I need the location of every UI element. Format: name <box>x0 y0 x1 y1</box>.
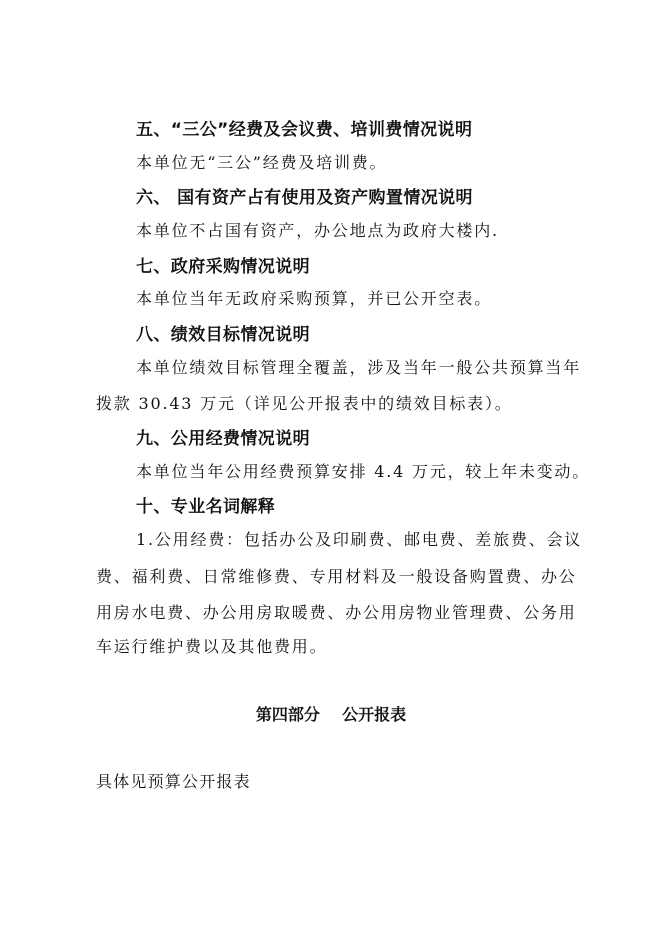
section-5-heading: 五、“三公”经费及会议费、培训费情况说明 <box>136 120 473 140</box>
section-8-body-line-1: 本单位绩效目标管理全覆盖，涉及当年一般公共预算当年 <box>136 358 582 377</box>
section-5-body: 本单位无“三公”经费及培训费。 <box>136 153 388 172</box>
section-9-body: 本单位当年公用经费预算安排 4.4 万元，较上年未变动。 <box>136 462 591 481</box>
section-6-heading: 六、 国有资产占有使用及资产购置情况说明 <box>136 188 473 208</box>
section-9-heading: 九、公用经费情况说明 <box>136 429 310 449</box>
part-4-title: 第四部分 公开报表 <box>255 705 407 724</box>
section-10-heading: 十、专业名词解释 <box>136 497 276 517</box>
section-10-body-line-1: 1.公用经费：包括办公及印刷费、邮电费、差旅费、会议 <box>136 530 583 549</box>
section-10-body-line-2: 费、福利费、日常维修费、专用材料及一般设备购置费、办公 <box>96 567 577 586</box>
section-10-body-line-3: 用房水电费、办公用房取暖费、办公用房物业管理费、公务用 <box>96 603 577 622</box>
part-4-body: 具体见预算公开报表 <box>96 772 251 791</box>
section-6-body: 本单位不占国有资产，办公地点为政府大楼内. <box>136 221 499 240</box>
section-8-body-line-2: 拨款 30.43 万元（详见公开报表中的绩效目标表）。 <box>96 394 513 413</box>
section-10-body-line-4: 车运行维护费以及其他费用。 <box>96 637 328 656</box>
section-7-heading: 七、政府采购情况说明 <box>136 257 310 277</box>
section-8-heading: 八、绩效目标情况说明 <box>136 325 310 345</box>
section-7-body: 本单位当年无政府采购预算，并已公开空表。 <box>136 289 493 308</box>
